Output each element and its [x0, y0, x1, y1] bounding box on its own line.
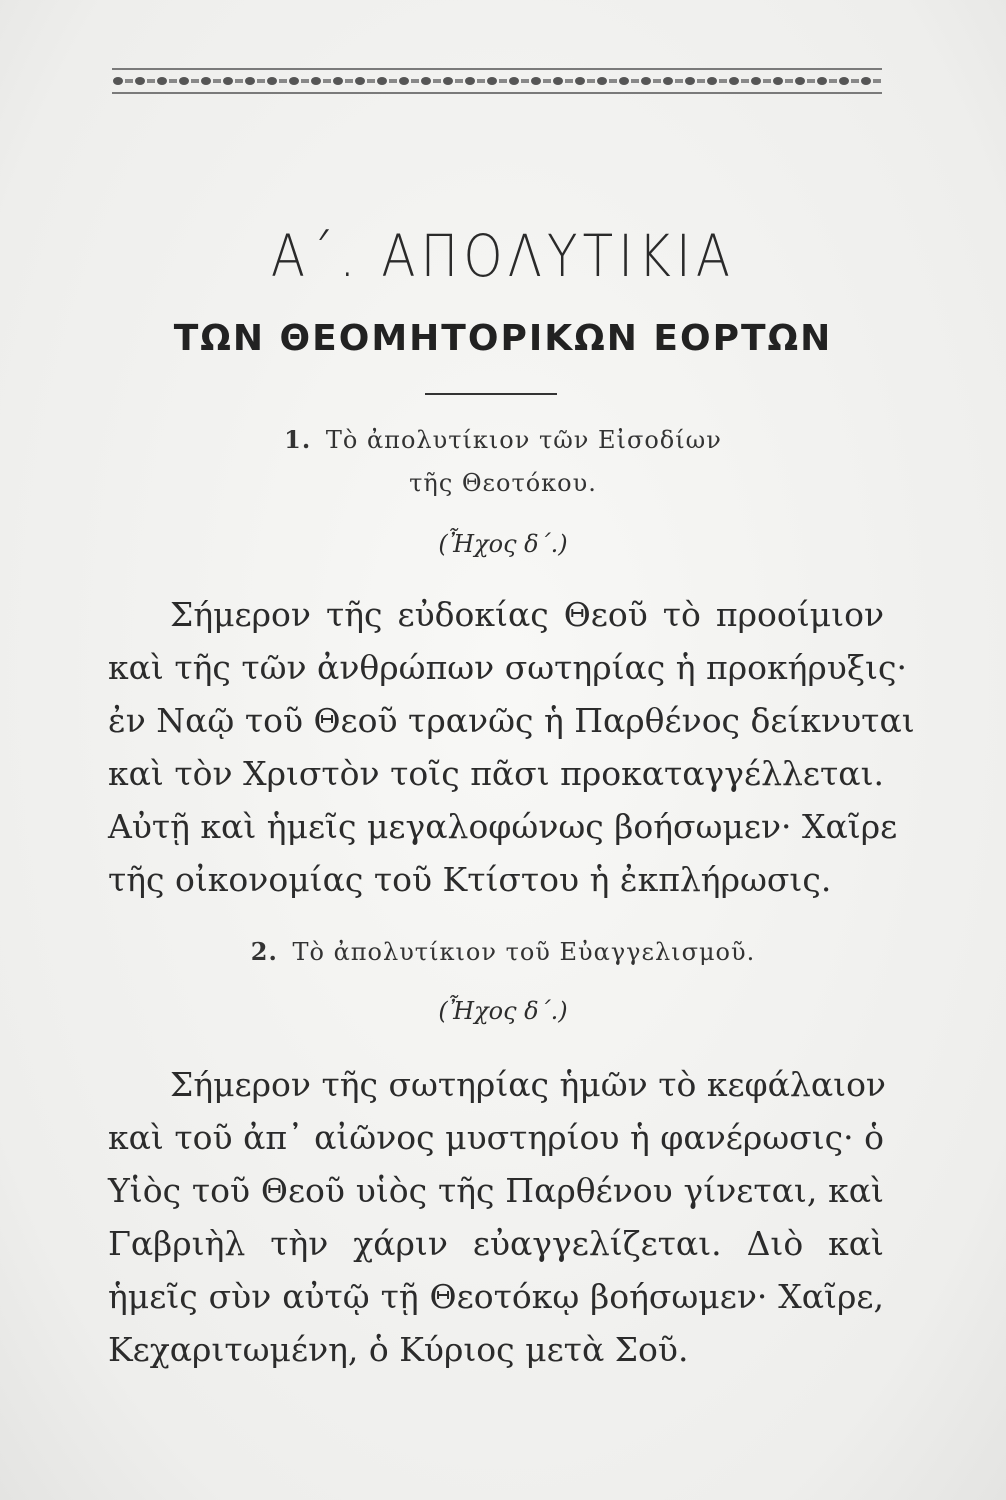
text-line: Σήμερον τῆς σωτηρίας ἡμῶν τὸ κεφάλαιον: [170, 1065, 886, 1104]
section-1-tone: (Ἦχος δ΄.): [438, 530, 568, 558]
section-1-text: [108, 588, 915, 906]
section-2-text: [108, 1058, 884, 1376]
section-2-heading-line1: Τὸ ἀπολυτίκιον τοῦ Εὐαγγελισμοῦ.: [292, 938, 756, 966]
section-2-heading: [0, 937, 1006, 966]
page-title: Α΄. ΑΠΟΛΥΤΙΚΙΑ: [270, 222, 736, 290]
text-line: τῆς οἰκονομίας τοῦ Κτίστου ἡ ἐκπλήρωσις.: [108, 860, 832, 899]
text-line: ἡμεῖς σὺν αὐτῷ τῇ Θεοτόκῳ βοήσωμεν· Χαῖρε,: [108, 1277, 884, 1316]
section-1-heading-line1: Τὸ ἀπολυτίκιον τῶν Εἰσοδίων: [325, 426, 722, 454]
ornamental-border: [112, 66, 882, 96]
section-2-number: 2.: [250, 937, 278, 966]
section-1-heading: [0, 425, 1006, 454]
text-line: καὶ τὸν Χριστὸν τοῖς πᾶσι προκαταγγέλλεται.: [108, 754, 884, 793]
section-1-heading-line2: τῆς Θεοτόκου.: [409, 469, 597, 497]
text-line: Σήμερον τῆς εὐδοκίας Θεοῦ τὸ προοίμιον: [170, 595, 884, 634]
text-line: Υἱὸς τοῦ Θεοῦ υἱὸς τῆς Παρθένου γίνεται, καὶ: [108, 1171, 884, 1210]
page-subtitle: ΤΩΝ ΘΕΟΜΗΤΟΡΙΚΩΝ ΕΟΡΤΩΝ: [173, 318, 833, 359]
text-line: καὶ τοῦ ἀπ᾿ αἰῶνος μυστηρίου ἡ φανέρωσις· ὁ: [108, 1118, 884, 1157]
divider: [425, 393, 557, 395]
text-line: Κεχαριτωμένη, ὁ Κύριος μετὰ Σοῦ.: [108, 1330, 689, 1369]
section-2-tone: (Ἦχος δ΄.): [438, 997, 568, 1025]
text-line: Αὐτῇ καὶ ἡμεῖς μεγαλοφώνως βοήσωμεν· Χαῖρε: [108, 807, 898, 846]
text-line: ἐν Ναῷ τοῦ Θεοῦ τρανῶς ἡ Παρθένος δείκνυται: [108, 701, 915, 740]
text-line: καὶ τῆς τῶν ἀνθρώπων σωτηρίας ἡ προκήρυξις·: [108, 648, 907, 687]
text-line: Γαβριὴλ τὴν χάριν εὐαγγελίζεται. Διὸ καὶ: [108, 1224, 884, 1263]
section-1-number: 1.: [284, 425, 312, 454]
